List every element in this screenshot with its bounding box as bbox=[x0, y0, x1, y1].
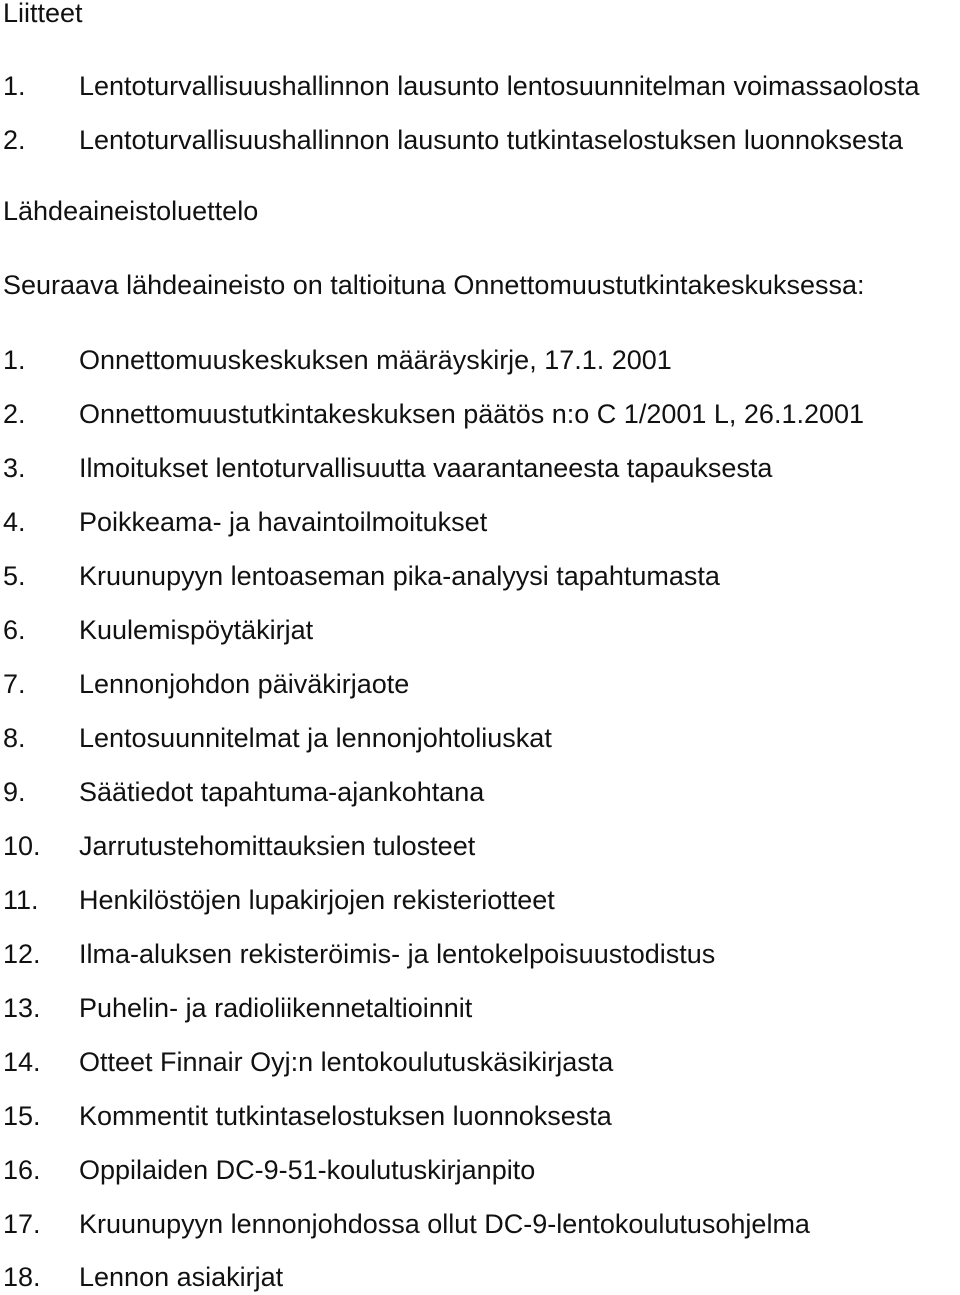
item-number: 7. bbox=[3, 669, 26, 699]
item-text: Jarrutustehomittauksien tulosteet bbox=[79, 831, 476, 861]
item-number: 2. bbox=[3, 399, 26, 429]
item-text: Kommentit tutkintaselostuksen luonnoksesta bbox=[79, 1101, 612, 1131]
item-number: 11. bbox=[3, 885, 39, 915]
item-number: 17. bbox=[3, 1209, 41, 1239]
item-number: 1. bbox=[3, 345, 26, 375]
item-text: Henkilöstöjen lupakirjojen rekisteriotteet bbox=[79, 885, 555, 915]
item-text: Lentoturvallisuushallinnon lausunto lentosuunnitelman voimassaolosta bbox=[79, 71, 920, 101]
item-text: Lennonjohdon päiväkirjaote bbox=[79, 669, 410, 699]
item-number: 14. bbox=[3, 1047, 41, 1077]
item-text: Ilma-aluksen rekisteröimis- ja lentokelpoisuustodistus bbox=[79, 939, 716, 969]
item-text: Kruunupyyn lennonjohdossa ollut DC-9-lentokoulutusohjelma bbox=[79, 1209, 810, 1239]
item-number: 5. bbox=[3, 561, 26, 591]
item-text: Lentosuunnitelmat ja lennonjohtoliuskat bbox=[79, 723, 552, 753]
item-number: 1. bbox=[3, 71, 26, 101]
item-number: 4. bbox=[3, 507, 26, 537]
item-number: 6. bbox=[3, 615, 26, 645]
item-number: 13. bbox=[3, 993, 41, 1023]
item-text: Puhelin- ja radioliikennetaltioinnit bbox=[79, 993, 473, 1023]
item-number: 15. bbox=[3, 1101, 41, 1131]
item-text: Kuulemispöytäkirjat bbox=[79, 615, 314, 645]
item-text: Poikkeama- ja havaintoilmoitukset bbox=[79, 507, 488, 537]
item-text: Otteet Finnair Oyj:n lentokoulutuskäsikirjasta bbox=[79, 1047, 614, 1077]
item-number: 12. bbox=[3, 939, 41, 969]
item-number: 8. bbox=[3, 723, 26, 753]
lahdeaineisto-heading: Lähdeaineistoluettelo bbox=[3, 196, 259, 226]
item-text: Onnettomuustutkintakeskuksen päätös n:o C 1/2001 L, 26.1.2001 bbox=[79, 399, 865, 429]
item-number: 3. bbox=[3, 453, 26, 483]
item-number: 10. bbox=[3, 831, 41, 861]
item-text: Ilmoitukset lentoturvallisuutta vaarantaneesta tapauksesta bbox=[79, 453, 773, 483]
lahdeaineisto-intro: Seuraava lähdeaineisto on taltioituna Onnettomuustutkintakeskuksessa: bbox=[3, 270, 865, 300]
item-number: 9. bbox=[3, 777, 26, 807]
liitteet-heading: Liitteet bbox=[3, 0, 83, 28]
item-text: Lennon asiakirjat bbox=[79, 1262, 284, 1292]
item-text: Oppilaiden DC-9-51-koulutuskirjanpito bbox=[79, 1155, 536, 1185]
item-text: Onnettomuuskeskuksen määräyskirje, 17.1. 2001 bbox=[79, 345, 672, 375]
item-number: 16. bbox=[3, 1155, 41, 1185]
item-text: Säätiedot tapahtuma-ajankohtana bbox=[79, 777, 485, 807]
item-number: 18. bbox=[3, 1262, 41, 1292]
item-number: 2. bbox=[3, 125, 26, 155]
item-text: Lentoturvallisuushallinnon lausunto tutkintaselostuksen luonnoksesta bbox=[79, 125, 904, 155]
item-text: Kruunupyyn lentoaseman pika-analyysi tapahtumasta bbox=[79, 561, 720, 591]
